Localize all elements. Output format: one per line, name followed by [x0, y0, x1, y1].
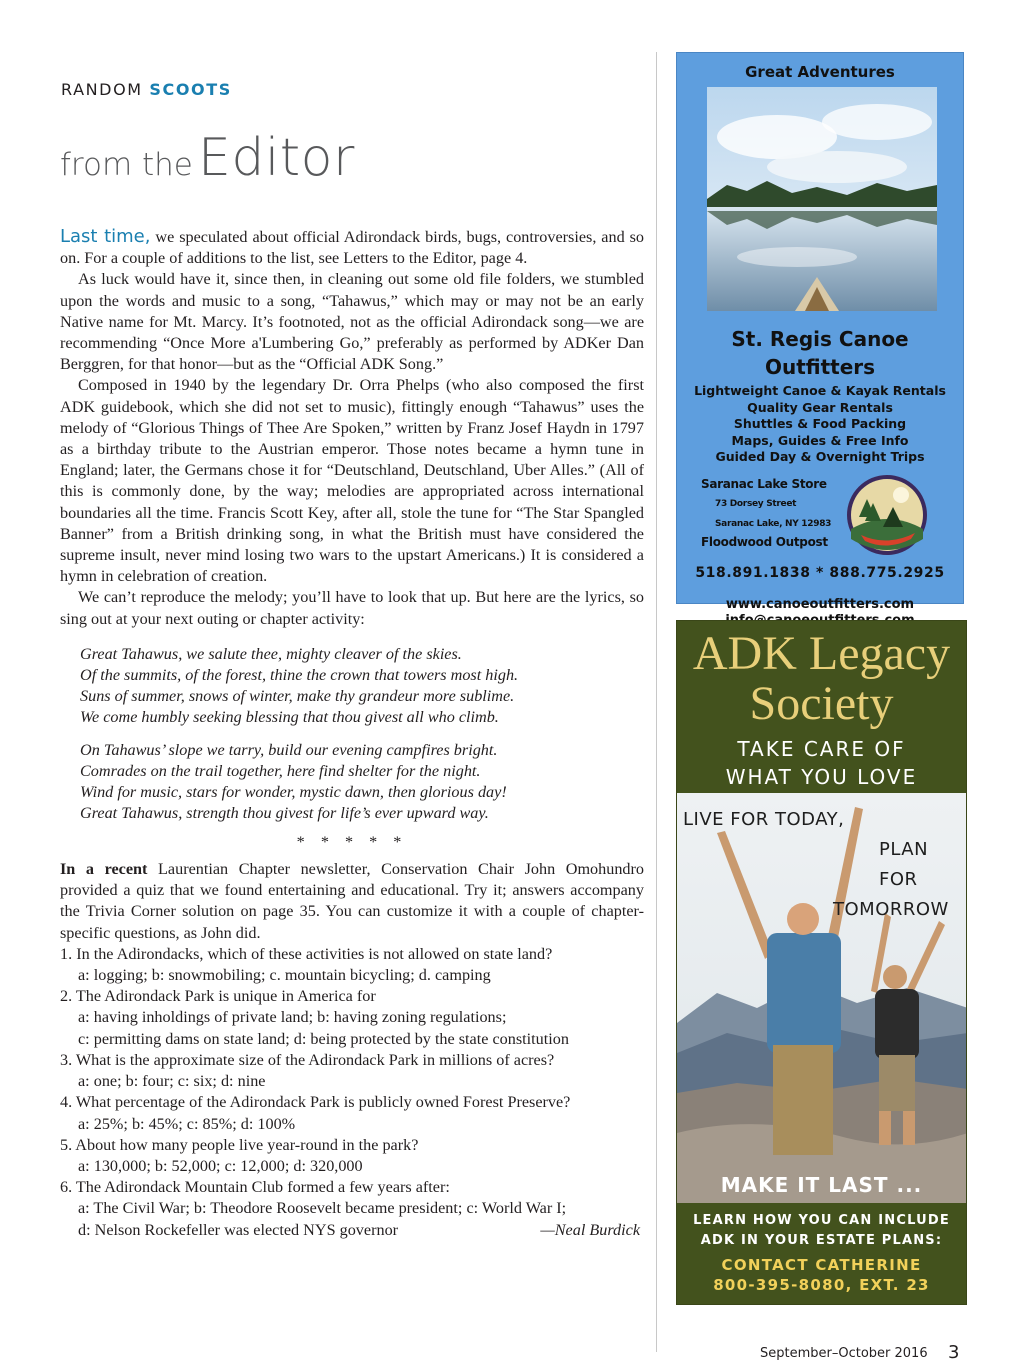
quiz	[60, 944, 644, 1241]
quiz-question: 4. What percentage of the Adirondack Park is publicly owned Forest Preserve?	[60, 1093, 571, 1112]
live-for-today-text: LIVE FOR TODAY,	[683, 809, 845, 830]
poem-line: Wind for music, stars for wonder, mystic dawn, then glorious day!	[80, 782, 507, 801]
quiz-question: 5. About how many people live year-round in the park?	[60, 1135, 419, 1154]
contact-line: CONTACT CATHERINE	[721, 1256, 922, 1274]
poem-line: On Tahawus’ slope we tarry, build our evening campfires bright.	[80, 740, 498, 759]
phone-numbers: 518.891.1838 * 888.775.2925	[695, 565, 945, 581]
service-item: Shuttles & Food Packing	[733, 416, 907, 431]
paragraph-5-text: Laurentian Chapter newsletter, Conservation Chair John Omohundro provided a quiz that we found entertaining and educational. Try it; answers accompany the Trivia Corner solution on page 35. You can customize it with a couple of chapter-specific questions, as John did.	[60, 860, 644, 942]
section-kicker	[61, 80, 232, 99]
column-divider	[656, 52, 657, 1352]
section-break: * * * * *	[296, 832, 408, 851]
make-it-last: MAKE IT LAST ...	[720, 1173, 923, 1197]
legacy-title-line: ADK Legacy	[692, 627, 951, 680]
page-title	[60, 128, 355, 188]
legacy-society-ad[interactable]	[676, 620, 967, 1305]
legacy-tagline	[677, 735, 966, 791]
canoe-logo-icon	[845, 473, 929, 557]
poem-line: Suns of summer, snows of winter, make thy grandeur more sublime.	[80, 686, 515, 705]
for-text: FOR	[879, 869, 918, 890]
quiz-answers: a: logging; b: snowmobiling; c. mountain bicycling; d. camping	[78, 966, 491, 985]
quiz-question: 6. The Adirondack Mountain Club formed a few years after:	[60, 1178, 450, 1197]
services-list	[677, 383, 963, 466]
contact-phone[interactable]: 800-395-8080, EXT. 23	[713, 1276, 930, 1294]
quiz-answers: c: permitting dams on state land; d: being protected by the state constitution	[78, 1029, 569, 1048]
poem-line: Of the summits, of the forest, thine the crown that towers most high.	[80, 665, 519, 684]
quiz-answer-text: d: Nelson Rockefeller was elected NYS governor	[78, 1220, 399, 1239]
mountain-summit-photo	[677, 793, 967, 1203]
lake-photo	[707, 87, 937, 311]
article-body	[60, 226, 644, 1241]
author-signature: —Neal Burdick	[540, 1220, 640, 1239]
poem-line: Great Tahawus, strength thou givest for life’s ever upward way.	[80, 803, 489, 822]
business-name	[677, 325, 963, 381]
kicker-bold: SCOOTS	[149, 80, 232, 99]
quiz-question: 1. In the Adirondacks, which of these activities is not allowed on state land?	[60, 944, 553, 963]
canoe-outfitters-ad[interactable]	[676, 52, 964, 612]
quiz-answers: a: having inholdings of private land; b: having zoning regulations;	[78, 1008, 507, 1027]
quiz-answers: a: one; b: four; c: six; d: nine	[78, 1072, 266, 1091]
ad-headline: Great Adventures	[745, 63, 895, 81]
tomorrow-text: TOMORROW	[833, 899, 949, 920]
business-name-line: Outfitters	[764, 355, 876, 379]
poem-line: Great Tahawus, we salute thee, mighty cleaver of the skies.	[80, 644, 462, 663]
store-name: Saranac Lake Store	[701, 477, 827, 491]
tagline-line: TAKE CARE OF	[737, 737, 906, 761]
store-city: Saranac Lake, NY 12983	[715, 519, 832, 529]
quiz-question: 3. What is the approximate size of the Adirondack Park in millions of acres?	[60, 1050, 555, 1069]
learn-line: LEARN HOW YOU CAN INCLUDE	[693, 1213, 950, 1228]
quiz-answers: a: 25%; b: 45%; c: 85%; d: 100%	[78, 1114, 296, 1133]
title-big: Editor	[197, 128, 355, 188]
issue-date: September–October 2016	[760, 1346, 928, 1361]
service-item: Guided Day & Overnight Trips	[715, 449, 925, 464]
tagline-line: WHAT YOU LOVE	[725, 765, 918, 789]
learn-more-text	[677, 1211, 966, 1251]
legacy-title	[677, 629, 966, 729]
contact-info[interactable]	[677, 1255, 966, 1295]
service-item: Lightweight Canoe & Kayak Rentals	[694, 383, 946, 398]
paragraph-3: Composed in 1940 by the legendary Dr. Orra Phelps (who also composed the first ADK guidebook, which she did not set to music), fittingly enough “Tahawus” uses the melody of “Glorious Things of Thee Are Spoken,” written by Franz Josef Haydn in 1797 as a birthday tribute to the Austrian emperor. Those notes became a hymn tune in England; later, the Germans chose it for “Deutschland, Deutschland, Uber Alles.” (All of this is commonly done, by the way; melodies are appropriated across international boundaries all the time. Francis Scott Key, after all, stole the tune for “The Star Spangled Banner” from a British drinking song, in what the British must have considered the supreme insult, never mind losing two wars to the upstart Americans.) It is considered a hymn in celebration of creation.	[60, 376, 644, 586]
quiz-answers: a: 130,000; b: 52,000; c: 12,000; d: 320,000	[78, 1156, 363, 1175]
store-street: 73 Dorsey Street	[715, 499, 797, 509]
plan-text: PLAN	[879, 839, 929, 860]
quiz-answers	[60, 1220, 644, 1241]
page-number: 3	[948, 1342, 960, 1363]
quiz-question: 2. The Adirondack Park is unique in America for	[60, 987, 376, 1006]
legacy-title-line: Society	[749, 677, 894, 730]
bold-lead-in: In a recent	[60, 860, 148, 879]
poem	[80, 644, 644, 824]
title-small: from the	[60, 147, 193, 183]
paragraph-1-text: we speculated about official Adirondack birds, bugs, controversies, and so on. For a couple of additions to the list, see Letters to the Editor, page 4.	[60, 228, 644, 268]
kicker-plain: RANDOM	[61, 80, 143, 99]
lead-in: Last time,	[60, 226, 151, 247]
poem-line: Comrades on the trail together, here find shelter for the night.	[80, 761, 481, 780]
service-item: Maps, Guides & Free Info	[731, 432, 909, 448]
paragraph-4: We can’t reproduce the melody; you’ll have to look that up. But here are the lyrics, so sing out at your next outing or chapter activity:	[60, 588, 644, 628]
paragraph-5	[60, 859, 644, 944]
website-link[interactable]: www.canoeoutfitters.com	[725, 597, 915, 612]
business-name-line: St. Regis Canoe	[731, 327, 909, 351]
quiz-answers: a: The Civil War; b: Theodore Roosevelt became president; c: World War I;	[78, 1199, 567, 1218]
paragraph-1	[60, 226, 644, 269]
paragraph-2: As luck would have it, since then, in cleaning out some old file folders, we stumbled upon the words and music to a song, “Tahawus,” which may or may not be an early Native name for Mt. Marcy. It’s footnoted, not as the official Adirondack song—we are recommending “Once More a'Lumbering Go,” preferably as performed by ADKer Dan Berggren, for that honor—but as the “Official ADK Song.”	[60, 270, 644, 374]
learn-line: ADK IN YOUR ESTATE PLANS:	[700, 1233, 943, 1248]
poem-line: We come humbly seeking blessing that thou givest all who climb.	[80, 707, 499, 726]
outpost-name: Floodwood Outpost	[701, 535, 828, 549]
service-item: Quality Gear Rentals	[747, 399, 893, 415]
